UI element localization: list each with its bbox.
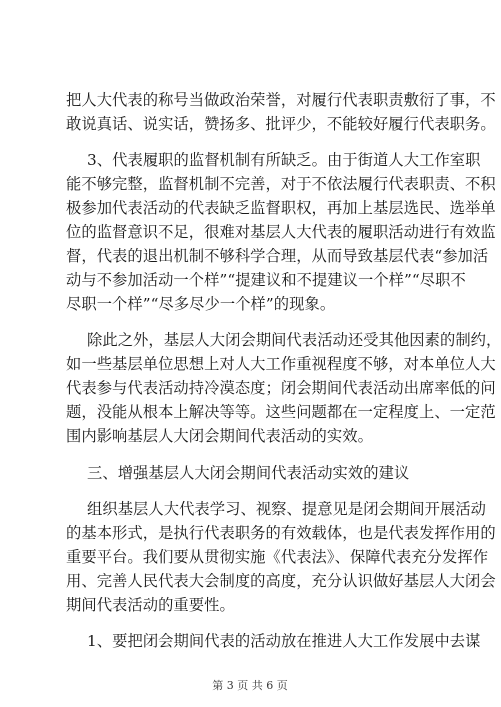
text-line: 敢说真话、说实话，赞扬多、批评少，不能较好履行代表职务。 [66,115,496,133]
text-line: 位的监督意识不足，很难对基层人大代表的履职活动进行有效监 [66,223,496,242]
paragraph [66,328,501,448]
paragraph [66,629,481,653]
text-line: 三、增强基层人大闭会期间代表活动实效的建议 [87,463,410,482]
text-line: 动与不参加活动一个样”“提建议和不提建议一个样”“尽职不 [66,271,466,290]
text-line: 期间代表活动的重要性。 [66,595,235,614]
text-line: 督，代表的退出机制不够科学合理，从而导致基层代表“参加活 [66,247,489,266]
section-heading [66,461,446,485]
paragraph [66,88,496,136]
text-line: 把人大代表的称号当做政治荣誉，对履行代表职责敷衍了事，不 [66,91,496,109]
text-line: 3、代表履职的监督机制有所缺乏。由于街道人大工作室职 [87,151,481,170]
paragraph [66,497,496,617]
page-footer: 第 3 页 共 6 页 [212,679,288,692]
text-line: 题，没能从根本上解决等等。这些问题都在一定程度上、一定范 [66,403,496,422]
text-line: 1、要把闭会期间代表的活动放在推进人大工作发展中去谋 [87,631,481,650]
text-line: 能不够完整，监督机制不完善，对于不依法履行代表职责、不积 [66,175,496,194]
text-line: 尽职一个样”“尽多尽少一个样”的现象。 [66,295,336,314]
text-line: 用、完善人民代表大会制度的高度，充分认识做好基层人大闭会 [66,571,496,590]
text-line: 组织基层人大代表学习、视察、提意见是闭会期间开展活动 [87,499,487,518]
document-body [66,88,501,653]
text-line: 代表参与代表活动持冷漠态度；闭会期间代表活动出席率低的问 [66,379,496,398]
paragraph [66,148,496,316]
text-line: 如一些基层单位思想上对人大工作重视程度不够，对本单位人大 [66,355,496,374]
text-line: 极参加代表活动的代表缺乏监督职权，再加上基层选民、选举单 [66,199,496,218]
text-line: 的基本形式，是执行代表职务的有效载体，也是代表发挥作用的 [66,523,496,542]
text-line: 重要平台。我们要从贯彻实施《代表法》、保障代表充分发挥作 [66,547,489,566]
text-line: 除此之外，基层人大闭会期间代表活动还受其他因素的制约， [87,331,501,350]
text-line: 围内影响基层人大闭会期间代表活动的实效。 [66,427,373,446]
